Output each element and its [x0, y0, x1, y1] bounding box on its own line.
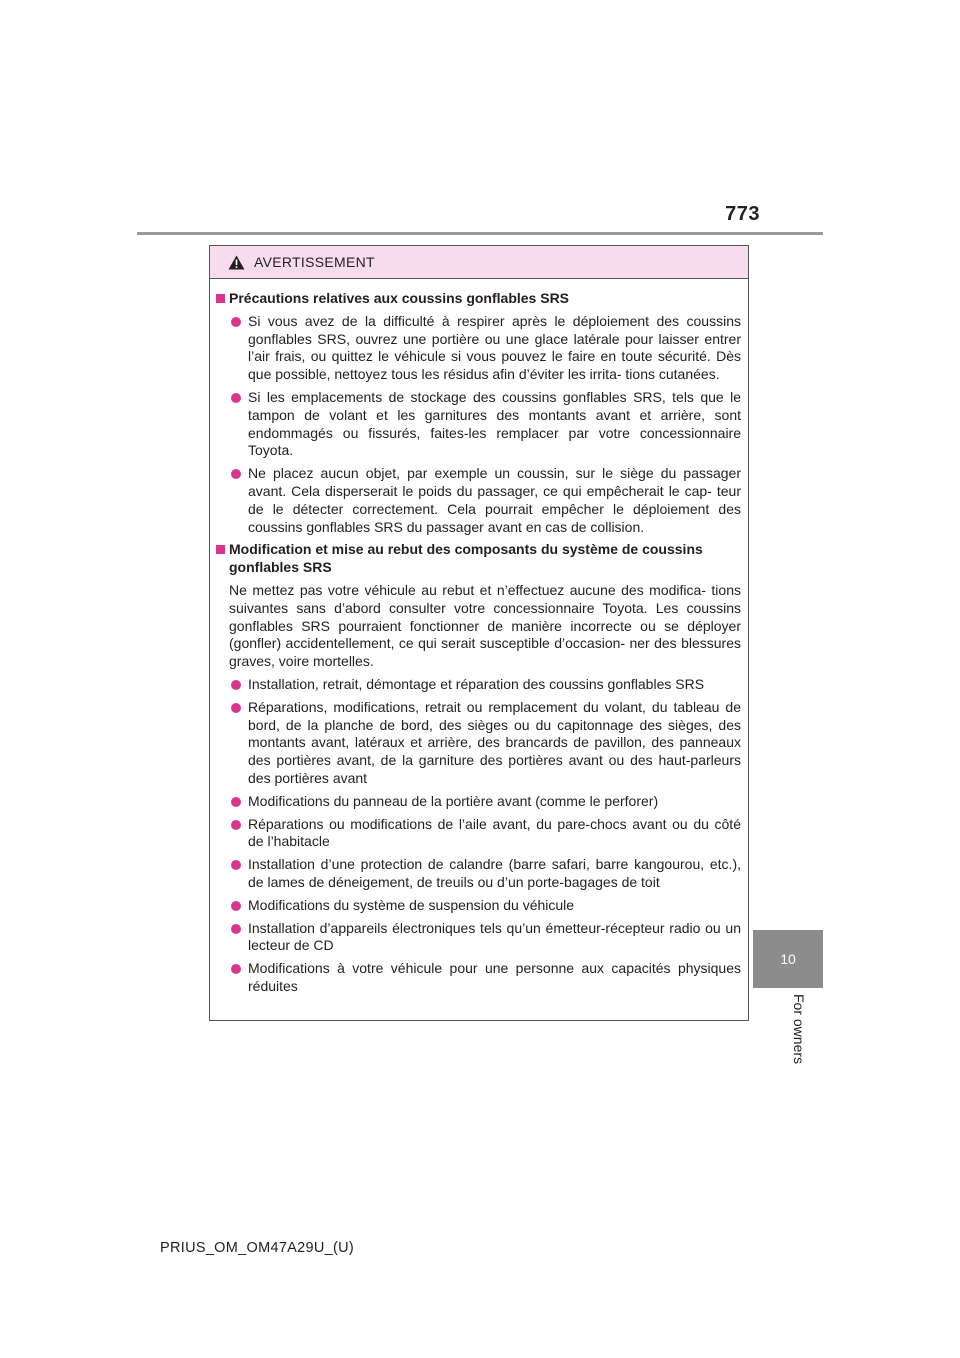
chapter-tab	[753, 930, 823, 988]
bullet-item	[216, 920, 742, 956]
bullet-text: Réparations ou modifications de l’aile avant, du pare-chocs avant ou du côté de l’habitacle	[248, 815, 741, 850]
bullet-text: Ne placez aucun objet, par exemple un coussin, sur le siège du passager avant. Cela disperserait le poids du passager, ce qui empêcherait le cap- teur de le détecter correctement. Cela pourrait empêcher le déploiement des coussins gonflables SRS du passager avant en cas de collision.	[248, 465, 741, 535]
bullet-text: Modifications à votre véhicule pour une personne aux capacités physiques réduites	[248, 960, 741, 994]
bullet-item	[216, 816, 742, 852]
bullet-text: Si les emplacements de stockage des coussins gonflables SRS, tels que le tampon de volant et les garnitures des montants avant et arrière, sont endommagés ou fissurés, faites-les remplacer par votre concessionnaire Toyota.	[248, 388, 741, 459]
warning-body	[210, 279, 748, 996]
round-bullet-icon	[231, 680, 241, 690]
round-bullet-icon	[231, 703, 241, 713]
chapter-label: For owners	[791, 994, 807, 1065]
round-bullet-icon	[231, 901, 241, 911]
bullet-item	[216, 960, 742, 996]
bullet-item	[216, 676, 742, 694]
bullet-item	[216, 699, 742, 788]
bullet-text: Si vous avez de la difficulté à respirer après le déploiement des coussins gonflables SRS, ouvrez une portière ou une glace latérale pour laisser entrer l’air frais, ou quittez le véhicule si vous pouvez le faire en toute sécurité. Dès que possible, nettoyez tous les résidus afin d’éviter les irrita- tions cutanées.	[248, 312, 741, 383]
page-number: 773	[725, 203, 760, 225]
round-bullet-icon	[231, 393, 241, 403]
document-code: PRIUS_OM_OM47A29U_(U)	[160, 1240, 355, 1256]
round-bullet-icon	[231, 924, 241, 934]
section-title-text: Précautions relatives aux coussins gonflables SRS	[229, 290, 570, 306]
bullet-text: Installation, retrait, démontage et réparation des coussins gonflables SRS	[248, 675, 705, 692]
square-bullet-icon	[216, 294, 225, 303]
bullet-item	[216, 856, 742, 892]
section-title-text: Modification et mise au rebut des composants du système de coussins gonflables SRS	[229, 541, 703, 576]
bullet-item	[216, 897, 742, 915]
bullet-text: Installation d’appareils électroniques tels qu’un émetteur-récepteur radio ou un lecteur de CD	[248, 919, 741, 954]
section-title	[216, 290, 742, 308]
warning-triangle-icon	[228, 255, 245, 270]
chapter-number: 10	[780, 951, 796, 967]
bullet-item	[216, 389, 742, 460]
round-bullet-icon	[231, 860, 241, 870]
round-bullet-icon	[231, 820, 241, 830]
bullet-text: Modifications du panneau de la portière avant (comme le perforer)	[248, 792, 659, 809]
bullet-text: Réparations, modifications, retrait ou remplacement du volant, du tableau de bord, de la planche de bord, des sièges ou du capitonnage des sièges, des montants avant, latéraux et arrière, des brancards de pavillon, des panneaux des portières avant, de la garniture des portières avant ou des haut-parleurs des portières avant	[248, 698, 741, 786]
round-bullet-icon	[231, 797, 241, 807]
square-bullet-icon	[216, 545, 225, 554]
bullet-item	[216, 793, 742, 811]
bullet-text: Installation d’une protection de calandre (barre safari, barre kangourou, etc.), de lames de déneigement, de treuils ou d’un porte-bagages de toit	[248, 856, 741, 890]
warning-box	[209, 245, 749, 1021]
section-intro: Ne mettez pas votre véhicule au rebut et n’effectuez aucune des modifica- tions suivantes sans d’abord consulter votre concessionnaire Toyota. Les coussins gonflables SRS pourraient fonctionner de manière incorrecte ou se déployer (gonfler) accidentellement, ce qui serait susceptible d’occasion- ner des blessures graves, voire mortelles.	[229, 581, 741, 670]
warning-header	[210, 246, 748, 279]
bullet-item	[216, 313, 742, 384]
bullet-text: Modifications du système de suspension du véhicule	[248, 896, 575, 913]
header-rule	[137, 232, 823, 235]
round-bullet-icon	[231, 469, 241, 479]
section-title	[216, 541, 742, 577]
warning-title: AVERTISSEMENT	[254, 254, 375, 270]
round-bullet-icon	[231, 317, 241, 327]
round-bullet-icon	[231, 964, 241, 974]
bullet-item	[216, 465, 742, 536]
